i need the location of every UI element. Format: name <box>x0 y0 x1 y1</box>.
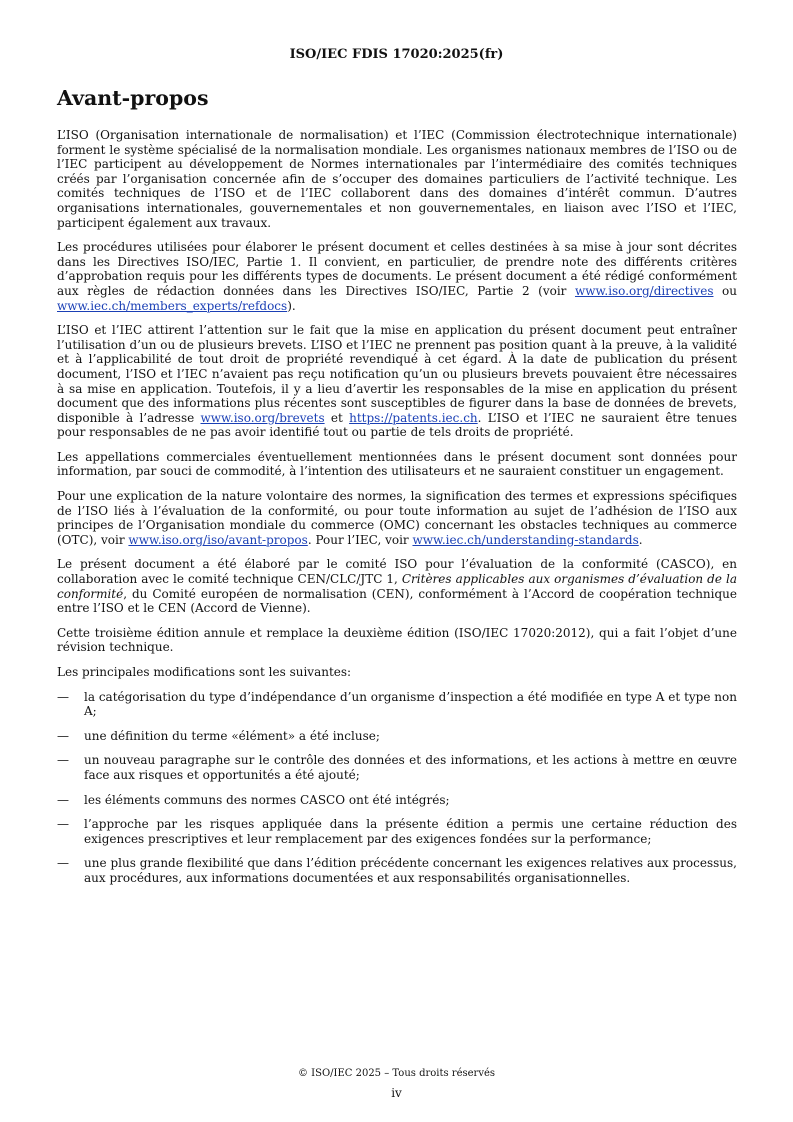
paragraph-trade-names: Les appellations commerciales éventuellement mentionnées dans le présent document sont données pour information, par souci de commodité, à l’intention des utilisateurs et ne sauraient constituer un engagement. <box>57 449 737 479</box>
list-item: — une plus grande flexibilité que dans l’édition précédente concernant les exigences relatives aux processus, aux procédures, aux informations documentées et aux responsabilités organisationnelles. <box>57 856 737 885</box>
paragraph-edition: Cette troisième édition annule et remplace la deuxième édition (ISO/IEC 17020:2012), qui a fait l’objet d’une révision technique. <box>57 625 737 655</box>
link-iso-avant-propos[interactable]: www.iso.org/iso/avant-propos <box>128 532 308 547</box>
dash-bullet: — <box>57 817 69 832</box>
foreword-body <box>57 128 737 896</box>
dash-bullet: — <box>57 856 69 871</box>
copyright-footer: © ISO/IEC 2025 – Tous droits réservés <box>297 1068 496 1079</box>
paragraph-voluntary-nature: Pour une explication de la nature volontaire des normes, la signification des termes et expressions spécifiques de l’ISO liés à l’évaluation de la conformité, ou pour toute information au sujet de l’adhésion de l’ISO aux principes de l’Organisation mondiale du commerce (OMC) concernant les obstacles techniques au commerce (OTC), voir www.iso.org/iso/avant-propos. Pour l’IEC, voir www.iec.ch/understanding-standards. <box>57 489 737 547</box>
changes-list <box>57 690 737 886</box>
list-item: — une définition du terme «élément» a été incluse; <box>57 728 380 743</box>
page-title: Avant-propos <box>57 86 209 110</box>
dash-bullet: — <box>57 689 69 704</box>
list-item: — la catégorisation du type d’indépendance d’un organisme d’inspection a été modifiée en type A et type non A; <box>57 689 737 719</box>
link-iso-directives[interactable]: www.iso.org/directives <box>574 283 714 298</box>
paragraph-committee: Le présent document a été élaboré par le comité ISO pour l’évaluation de la conformité (CASCO), en collaboration avec le comité technique CEN/CLC/JTC 1, Critères applicables aux organismes d’évaluation de la conformité, du Comité européen de normalisation (CEN), conformément à l’Accord de coopération technique entre l’ISO et le CEN (Accord de Vienne). <box>57 557 737 616</box>
committee-title: Critères applicables aux organismes d’évaluation de la conformité <box>57 572 737 601</box>
dash-bullet: — <box>57 792 69 807</box>
link-iec-understanding-standards[interactable]: www.iec.ch/understanding-standards <box>412 532 639 547</box>
paragraph-procedures: Les procédures utilisées pour élaborer le présent document et celles destinées à sa mise à jour sont décrites dans les Directives ISO/IEC, Partie 1. Il convient, en particulier, de prendre note des différents critères d’approbation requis pour les différents types de documents. Le présent document a été rédigé conformément aux règles de rédaction données dans les Directives ISO/IEC, Partie 2 (voir www.iso.org/directives ou www.iec.ch/members_experts/refdocs). <box>57 240 737 313</box>
link-iec-refdocs[interactable]: www.iec.ch/members_experts/refdocs <box>57 298 288 313</box>
link-iso-brevets[interactable]: www.iso.org/brevets <box>200 410 325 425</box>
paragraph-changes-intro: Les principales modifications sont les suivantes: <box>57 665 352 679</box>
dash-bullet: — <box>57 728 69 743</box>
list-item: — les éléments communs des normes CASCO ont été intégrés; <box>57 792 450 807</box>
dash-bullet: — <box>57 753 69 768</box>
list-item: — un nouveau paragraphe sur le contrôle des données et des informations, et les actions à mettre en œuvre face aux risques et opportunités a été ajouté; <box>57 753 737 782</box>
page-number: iv <box>391 1086 402 1100</box>
document-identifier: ISO/IEC FDIS 17020:2025(fr) <box>289 47 504 62</box>
paragraph-iso-iec-intro: L’ISO (Organisation internationale de normalisation) et l’IEC (Commission électrotechnique internationale) forment le système spécialisé de la normalisation mondiale. Les organismes nationaux membres de l’ISO ou de l’IEC participent au développement de Normes internationales par l’intermédiaire des comités techniques créés par l’organisation concernée afin de s’occuper des domaines particuliers de l’activité technique. Les comités techniques de l’ISO et de l’IEC collaborent dans des domaines d’intérêt commun. D’autres organisations internationales, gouvernementales et non gouvernementales, en liaison avec l’ISO et l’IEC, participent également aux travaux. <box>57 128 737 230</box>
list-item: — l’approche par les risques appliquée dans la présente édition a permis une certaine réduction des exigences prescriptives et leur remplacement par des exigences fondées sur la performance; <box>57 817 737 846</box>
link-iec-patents[interactable]: https://patents.iec.ch <box>349 410 478 425</box>
paragraph-patents: L’ISO et l’IEC attirent l’attention sur le fait que la mise en application du présent document peut entraîner l’utilisation d’un ou de plusieurs brevets. L’ISO et l’IEC ne prennent pas position quant à la preuve, à la validité et à l’applicabilité de tout droit de propriété revendiqué à cet égard. À la date de publication du présent document, l’ISO et l’IEC n’avaient pas reçu notification qu’un ou plusieurs brevets pouvaient être nécessaires à sa mise en application. Toutefois, il y a lieu d’avertir les responsables de la mise en application du présent document que des informations plus récentes sont susceptibles de figurer dans la base de données de brevets, disponible à l’adresse www.iso.org/brevets et https://patents.iec.ch. L’ISO et l’IEC ne sauraient être tenues pour responsables de ne pas avoir identifié tout ou partie de tels droits de propriété. <box>57 323 737 440</box>
